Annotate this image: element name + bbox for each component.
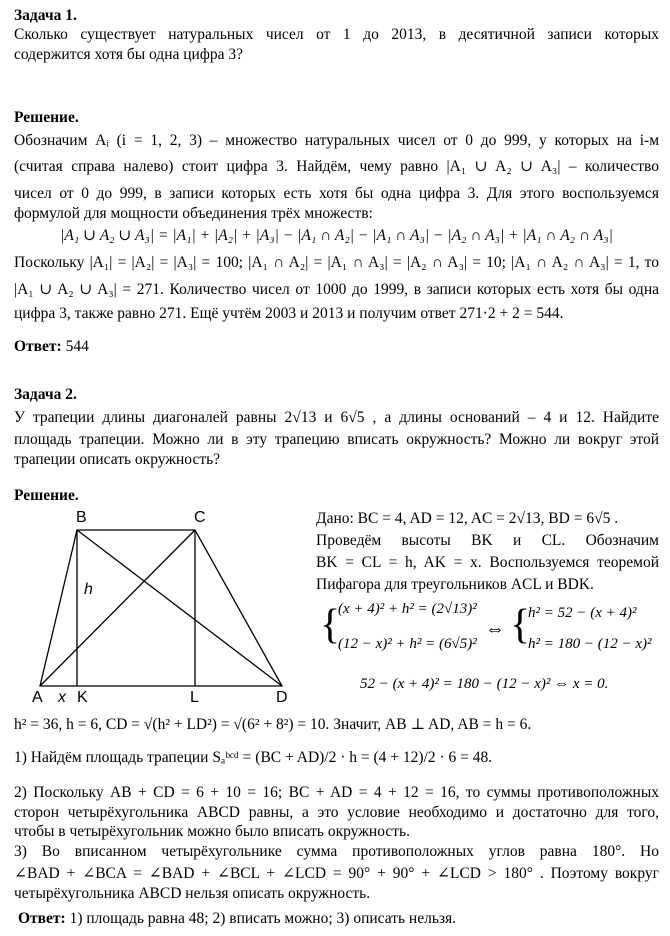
given-line: Дано: BC = 4, AD = 12, AC = 2√13, BD = 6√5 . xyxy=(316,510,619,527)
solution2-line: h² = 36, h = 6, CD = √(h² + LD²) = √(6² + 8²) = 10. Значит, AB ⊥ AD, AB = h = 6. xyxy=(14,716,532,733)
system1-eq1: (x + 4)² + h² = (2√13)² xyxy=(338,601,477,617)
vertex-label-b: B xyxy=(76,509,87,526)
system-brace-left: { xyxy=(320,602,341,648)
system2-eq1: h² = 52 − (x + 4)² xyxy=(528,605,637,621)
solution1-line: чисел от 0 до 999, в записи которых есть хотя бы одна цифра 3. Для этого воспользуемся xyxy=(14,185,659,202)
solution2-line: BK = CL = h, AK = x. Воспользуемся теоремой xyxy=(316,554,659,571)
task2-text-line: площадь трапеции. Можно ли в эту трапецию вписать окружность? Можно ли вокруг этой xyxy=(14,431,659,448)
foot-label-k: K xyxy=(77,689,88,706)
segment-label-x: x xyxy=(58,689,66,706)
solution2-line: Пифагора для треугольников ACL и BDK. xyxy=(316,576,594,593)
solution1-line: цифра 3, также равно 271. Ещё учтём 2003 и 2013 и получим ответ 271·2 + 2 = 544. xyxy=(14,305,564,322)
solution2-line: чтобы в четырёхугольник можно было вписать окружность. xyxy=(14,823,410,840)
solution2-line: сторон четырёхугольника ABCD равны, а это условие необходимо и достаточно для того, xyxy=(14,804,659,821)
solution2-line: 3) Во вписанном четырёхугольнике сумма противоположных углов равна 180°. Но xyxy=(14,843,659,860)
answer2-label: Ответ: xyxy=(18,910,66,927)
task1-title: Задача 1. xyxy=(14,7,77,24)
answer2-value: 1) площадь равна 48; 2) вписать можно; 3) описать нельзя. xyxy=(65,910,457,927)
trapezoid-outline xyxy=(40,530,282,686)
equivalence-arrow: ⇔ xyxy=(485,618,505,640)
vertex-label-c: C xyxy=(194,509,206,526)
trapezoid-figure xyxy=(22,508,312,708)
diagonal-bd xyxy=(77,530,282,686)
solution1-line: Обозначим Aᵢ (i = 1, 2, 3) – множество натуральных чисел от 0 до 999, у которых на i-м xyxy=(14,132,659,149)
answer1-value: 544 xyxy=(61,338,89,355)
union-formula: |A₁ ∪ A₂ ∪ A₃| = |A₁| + |A₂| + |A₃| − |A₁ ∩ A₂| − |A₁ ∩ A₃| − |A₂ ∩ A₃| + |A₁ ∩ A₂ ∩ A₃| xyxy=(60,227,613,244)
task2-text-line: трапеции описать окружность? xyxy=(14,451,221,468)
solution2-line: 2) Поскольку AB + CD = 6 + 10 = 16; BC + AD = 4 + 12 = 16, то суммы противоположных xyxy=(14,784,659,801)
system2-eq2: h² = 180 − (12 − x)² xyxy=(528,636,652,652)
solution1-line: Поскольку |A₁| = |A₂| = |A₃| = 100; |A₁ ∩ A₂| = |A₁ ∩ A₃| = |A₂ ∩ A₃| = 10; |A₁ ∩ A₂ ∩ A₃| = 1, то xyxy=(14,254,659,271)
task1-text-line: содержится хотя бы одна цифра 3? xyxy=(14,46,244,63)
foot-label-l: L xyxy=(190,689,199,706)
solution1-title: Решение. xyxy=(14,109,79,126)
solution2-line: четырёхугольника ABCD нельзя описать окружность. xyxy=(14,885,371,902)
answer1-label: Ответ: xyxy=(14,338,62,355)
solution2-line: Проведём высоты BK и CL. Обозначим xyxy=(316,532,659,549)
diagonal-ac xyxy=(40,530,195,686)
system-brace-right: { xyxy=(510,602,531,648)
vertex-label-d: D xyxy=(276,689,288,706)
solution2-title: Решение. xyxy=(14,487,79,504)
task1-text-line: Сколько существует натуральных чисел от 1 до 2013, в десятичной записи которых xyxy=(14,26,659,43)
system1-eq2: (12 − x)² + h² = (6√5)² xyxy=(338,636,477,652)
solution2-line: ∠BAD + ∠BCA = ∠BAD + ∠BCL + ∠LCD = 90° + 90° + ∠LCD > 180° . Поэтому вокруг xyxy=(14,865,659,882)
height-label-h: h xyxy=(84,581,93,598)
vertex-label-a: A xyxy=(32,689,43,706)
solution1-line: формулой для мощности объединения трёх множеств: xyxy=(14,205,373,222)
solution1-line: |A₁ ∪ A₂ ∪ A₃| = 271. Количество чисел от 1000 до 1999, в записи которых есть хотя бы одна xyxy=(14,281,659,298)
resulting-equation: 52 − (x + 4)² = 180 − (12 − x)² ⇔ x = 0. xyxy=(360,676,609,692)
task2-title: Задача 2. xyxy=(14,386,77,403)
answer1 xyxy=(14,337,659,357)
answer2 xyxy=(18,909,663,929)
task2-text-line: У трапеции длины диагоналей равны 2√13 и 6√5 , а длины оснований – 4 и 12. Найдите xyxy=(14,409,659,426)
area-computation: 1) Найдём площадь трапеции Sₐᵇᶜᵈ = (BC + AD)/2 · h = (4 + 12)/2 · 6 = 48. xyxy=(14,749,493,766)
solution1-line: (считая справа налево) стоит цифра 3. Найдём, чему равно |A₁ ∪ A₂ ∪ A₃| – количество xyxy=(14,158,659,175)
